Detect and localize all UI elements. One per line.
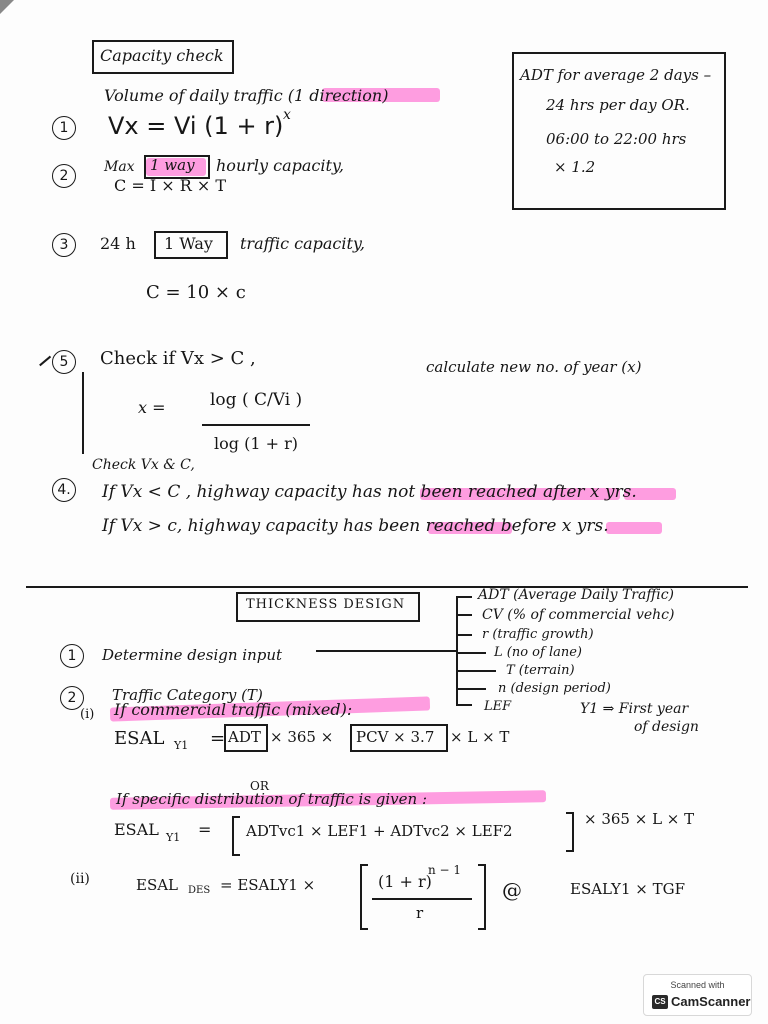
esal2-tail: × 365 × L × T (584, 810, 695, 828)
x-equals: x = (138, 398, 166, 417)
growth-left-bracket (360, 864, 368, 930)
loop-line (82, 372, 84, 454)
input-tick-4 (456, 670, 496, 672)
esal-des-label: ESAL (136, 876, 179, 894)
if-commercial-label: If commercial traffic (mixed): (114, 700, 353, 719)
input-adt: ADT (Average Daily Traffic) (478, 587, 675, 603)
esal-des-sub: DES (188, 885, 211, 896)
design-step-1-marker: 1 (60, 644, 84, 668)
y1-note-2: of design (634, 719, 699, 735)
input-lef: LEF (484, 699, 512, 714)
check-if-label: Check if Vx > C , (100, 348, 256, 369)
esal2-sub: Y1 (166, 831, 181, 844)
growth-right-bracket (478, 864, 486, 930)
input-tick-1 (456, 614, 472, 616)
equation-vx-exponent: x (283, 107, 291, 123)
highlight-before (606, 522, 662, 534)
case-i-label: (i) (80, 707, 95, 722)
step-1-marker: 1 (52, 116, 76, 140)
pcv-boxed: PCV × 3.7 (356, 728, 435, 746)
camscanner-name: CamScanner (671, 994, 751, 1009)
loop-arrow-top (39, 356, 51, 366)
esal2-body: ADTvc1 × LEF1 + ADTvc2 × LEF2 (246, 822, 513, 840)
input-t: T (terrain) (506, 663, 575, 678)
esal-y1-label: ESAL (114, 728, 165, 749)
traffic-category: Traffic Category (T) (112, 686, 263, 704)
camscanner-badge (643, 974, 752, 1016)
determine-design-input: Determine design input (102, 646, 283, 664)
camscanner-logo: CS (652, 995, 668, 1009)
equation-c-hourly: C = I × R × T (114, 176, 227, 195)
growth-denominator: r (416, 904, 424, 922)
step-3-marker: 3 (52, 233, 76, 257)
adt-line-1: ADT for average 2 days – (520, 66, 712, 84)
input-tick-6 (456, 704, 472, 706)
esal2-equals: = (198, 820, 212, 839)
growth-numerator: (1 + r) (378, 872, 432, 891)
or-label: OR (250, 779, 269, 793)
determine-arrow-line (316, 650, 456, 652)
scanned-with-label: Scanned with (670, 980, 725, 990)
esal2-right-bracket (566, 812, 574, 852)
y1-note: Y1 ⇒ First year (580, 701, 689, 717)
calculate-years-label: calculate new no. of year (x) (426, 358, 642, 376)
esal-y1-sub: Y1 (174, 739, 189, 752)
adt-line-2: 24 hrs per day OR. (546, 96, 690, 114)
max-label: Max (104, 159, 135, 175)
input-tick-2 (456, 634, 472, 636)
at-symbol: @ (502, 878, 522, 902)
step-2-marker: 2 (52, 164, 76, 188)
log-numerator: log ( C/Vi ) (210, 390, 303, 410)
esal-equals: = (210, 728, 226, 749)
input-l: L (no of lane) (494, 645, 582, 660)
case-ii-label: (ii) (70, 871, 90, 887)
if-less-label: If Vx < C , highway capacity has not been reached after x yrs. (102, 482, 637, 502)
input-n: n (design period) (498, 681, 611, 696)
input-cv: CV (% of commercial vehc) (482, 607, 675, 623)
esal-tgf: ESALY1 × TGF (570, 880, 686, 898)
input-tick-5 (456, 688, 486, 690)
one-way-label: 1 way (150, 156, 195, 174)
design-step-2-marker: 2 (60, 686, 84, 710)
growth-fraction-bar (372, 898, 472, 900)
one-way-label-2: 1 Way (164, 234, 213, 253)
equation-vx: Vx = Vi (1 + r) (108, 112, 284, 140)
if-specific-label: If specific distribution of traffic is given : (116, 790, 428, 808)
esal-des-eq: = ESALY1 × (220, 876, 316, 894)
growth-exponent: n − 1 (428, 863, 462, 877)
equation-c-daily: C = 10 × c (146, 282, 246, 303)
esal2-label: ESAL (114, 820, 159, 839)
input-tick-0 (456, 596, 472, 598)
check-vx-c-label: Check Vx & C, (92, 457, 195, 473)
adt-boxed: ADT (228, 728, 261, 746)
esal2-left-bracket (232, 816, 240, 856)
capacity-title: Capacity check (100, 46, 224, 65)
thickness-title: THICKNESS DESIGN (246, 597, 406, 612)
esal-times-lt: × L × T (450, 728, 510, 746)
if-more-label: If Vx > c, highway capacity has been reached before x yrs. (102, 516, 609, 536)
step-4-marker: 4. (52, 478, 76, 502)
log-fraction-bar (202, 424, 310, 426)
traffic-capacity-label: traffic capacity, (240, 234, 365, 253)
esal-times-365: × 365 × (270, 728, 334, 746)
input-tick-3 (456, 652, 486, 654)
page-fold-corner (0, 0, 14, 14)
step-5-marker: 5 (52, 350, 76, 374)
log-denominator: log (1 + r) (214, 434, 298, 453)
adt-line-3: 06:00 to 22:00 hrs (546, 130, 687, 148)
volume-label: Volume of daily traffic (1 direction) (104, 86, 389, 105)
adt-line-4: × 1.2 (554, 158, 596, 176)
hourly-capacity-label: hourly capacity, (216, 156, 344, 175)
h24-label: 24 h (100, 234, 136, 253)
input-r: r (traffic growth) (482, 627, 594, 642)
